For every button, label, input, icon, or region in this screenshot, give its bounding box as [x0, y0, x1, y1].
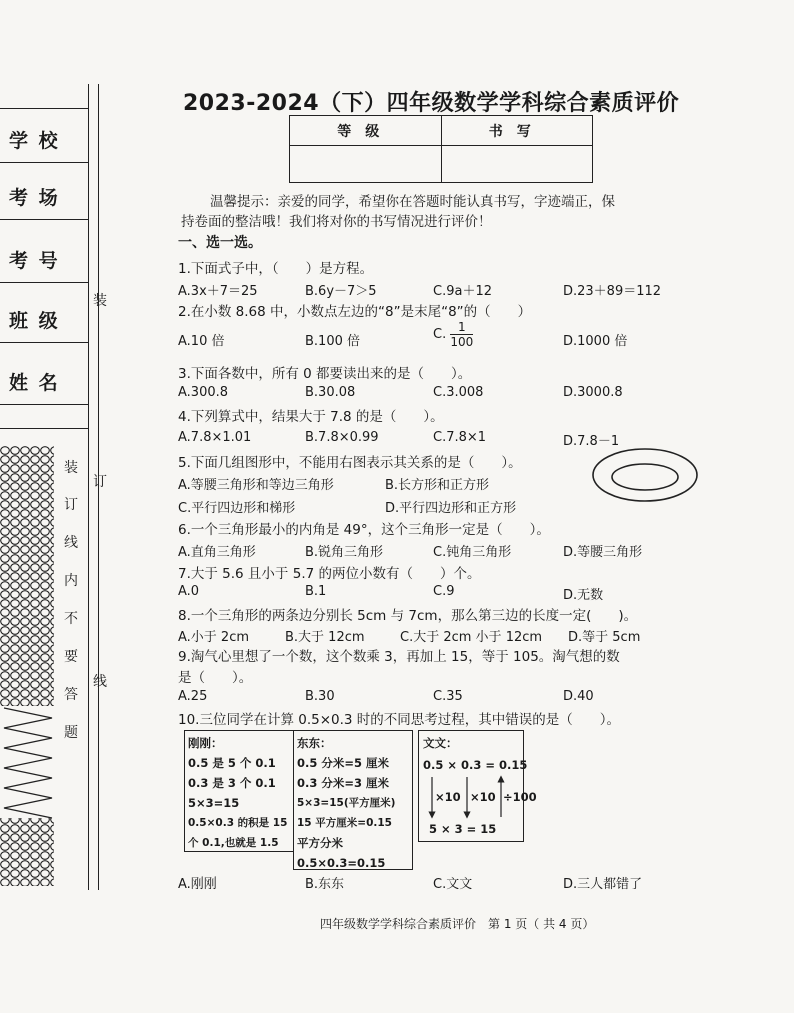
solution-box-gang	[184, 730, 294, 852]
option[interactable]: C.9a＋12	[433, 284, 492, 299]
box-line: 刚刚：	[188, 736, 223, 750]
binding-char: 订	[93, 474, 107, 490]
option[interactable]: D.23＋89＝112	[563, 284, 662, 299]
writing-cell[interactable]	[441, 146, 593, 183]
option[interactable]: B.6y－7＞5	[305, 284, 377, 299]
binding-char: 不	[64, 611, 78, 627]
binding-line-left	[88, 84, 89, 890]
option[interactable]: B.1	[305, 584, 327, 599]
option[interactable]: A.刚刚	[178, 877, 217, 892]
option[interactable]: C.3.008	[433, 385, 484, 400]
box-line: 0.5 分米=5 厘米	[297, 756, 390, 770]
box-line: 5×3=15	[188, 796, 240, 810]
option[interactable]: D.40	[563, 689, 594, 704]
box-line: 5×3=15(平方厘米)	[297, 797, 396, 809]
option[interactable]: C.钝角三角形	[433, 545, 512, 560]
notice-line: 持卷面的整洁哦！我们将对你的书写情况进行评价！	[181, 214, 492, 230]
box-line: 东东：	[297, 736, 332, 750]
field-line	[0, 219, 88, 220]
box-line: 0.5 是 5 个 0.1	[188, 756, 276, 770]
option[interactable]: A.直角三角形	[178, 545, 256, 560]
question-text: 5.下面几组图形中，不能用右图表示其关系的是（ ）。	[178, 455, 522, 471]
binding-char: 线	[93, 674, 107, 690]
nested-ellipse-diagram	[590, 446, 700, 504]
solution-box-wen	[418, 730, 537, 842]
arrow-label: ×10	[470, 790, 496, 804]
binding-char: 要	[64, 649, 78, 665]
box-line: 15 平方厘米=0.15	[297, 817, 392, 829]
option[interactable]: B.7.8×0.99	[305, 430, 379, 445]
binding-char: 订	[64, 497, 78, 513]
option[interactable]: C.文文	[433, 877, 473, 892]
question-text: 6.一个三角形最小的内角是 49°，这个三角形一定是（ ）。	[178, 522, 550, 538]
option[interactable]: B.30	[305, 689, 335, 704]
question-text: 4.下列算式中，结果大于 7.8 的是（ ）。	[178, 409, 444, 425]
question-text: 7.大于 5.6 且小于 5.7 的两位小数有（ ）个。	[178, 566, 481, 582]
box-line: 平方分米	[297, 836, 343, 850]
arrow-label: ×10	[435, 790, 461, 804]
binding-decoration	[0, 446, 62, 886]
grade-table	[289, 115, 593, 183]
option[interactable]: A.小于 2cm	[178, 630, 250, 645]
option[interactable]: B.长方形和正方形	[385, 478, 490, 493]
field-line	[0, 108, 88, 109]
option[interactable]: B.大于 12cm	[285, 630, 365, 645]
option[interactable]: D.等于 5cm	[568, 630, 641, 645]
option[interactable]: A.300.8	[178, 385, 229, 400]
field-line	[0, 428, 88, 429]
field-line	[0, 162, 88, 163]
arrow-label: ÷100	[503, 790, 537, 804]
question-text: 2.在小数 8.68 中，小数点左边的“8”是末尾“8”的（ ）	[178, 304, 532, 320]
option[interactable]: A.25	[178, 689, 208, 704]
question-text: 是（ ）。	[178, 670, 253, 686]
option[interactable]: B.100 倍	[305, 334, 360, 349]
option[interactable]: A.3x＋7＝25	[178, 284, 258, 299]
option[interactable]: A.10 倍	[178, 334, 225, 349]
writing-header: 书写	[441, 116, 593, 146]
question-text: 9.淘气心里想了一个数，这个数乘 3，再加上 15，等于 105。淘气想的数	[178, 649, 620, 665]
solution-box-dong	[293, 730, 413, 870]
option[interactable]: D.无数	[563, 588, 604, 603]
option[interactable]: A.0	[178, 584, 200, 599]
box-equation: 0.5 × 0.3 = 0.15	[423, 758, 528, 772]
grade-header: 等级	[290, 116, 442, 146]
option[interactable]: B.30.08	[305, 385, 356, 400]
option[interactable]: A.7.8×1.01	[178, 430, 252, 445]
option-label: C.	[433, 327, 447, 342]
question-text: 10.三位同学在计算 0.5×0.3 时的不同思考过程，其中错误的是（ ）。	[178, 712, 621, 728]
question-text: 8.一个三角形的两条边分别长 5cm 与 7cm，那么第三边的长度一定( )。	[178, 608, 638, 624]
box-line: 0.3 是 3 个 0.1	[188, 776, 276, 790]
page-footer: 四年级数学学科综合素质评价 第 1 页（ 共 4 页）	[320, 917, 595, 931]
box-line: 0.5×0.3 的积是 15	[188, 817, 288, 829]
field-line	[0, 342, 88, 343]
option[interactable]: D.1000 倍	[563, 334, 628, 349]
option[interactable]: B.锐角三角形	[305, 545, 384, 560]
option[interactable]: B.东东	[305, 877, 345, 892]
binding-char: 答	[64, 687, 78, 703]
fraction: $\frac{1}{100}$	[450, 320, 474, 349]
option[interactable]: C.平行四边形和梯形	[178, 501, 296, 516]
option[interactable]: A.等腰三角形和等边三角形	[178, 478, 334, 493]
binding-char: 装	[64, 460, 78, 476]
option[interactable]: C.大于 2cm 小于 12cm	[400, 630, 543, 645]
option[interactable]: D.等腰三角形	[563, 545, 643, 560]
box-line: 0.3 分米=3 厘米	[297, 776, 390, 790]
option[interactable]	[433, 320, 473, 349]
option[interactable]: C.9	[433, 584, 455, 599]
option[interactable]: D.3000.8	[563, 385, 623, 400]
section-heading: 一、选一选。	[178, 235, 262, 251]
question-text: 3.下面各数中，所有 0 都要读出来的是（ ）。	[178, 366, 472, 382]
question-text: 1.下面式子中，（ ）是方程。	[178, 261, 374, 277]
box-label: 文文：	[423, 736, 458, 750]
binding-char: 装	[93, 293, 107, 309]
option[interactable]: C.7.8×1	[433, 430, 487, 445]
option[interactable]: D.平行四边形和正方形	[385, 501, 517, 516]
binding-char: 线	[64, 535, 78, 551]
notice-line: 温馨提示：亲爱的同学，希望你在答题时能认真书写，字迹端正，保	[210, 194, 615, 210]
box-line: 个 0.1,也就是 1.5	[188, 837, 279, 849]
page-title: 2023-2024（下）四年级数学学科综合素质评价	[183, 91, 680, 116]
box-line: 0.5×0.3=0.15	[297, 856, 386, 870]
grade-cell[interactable]	[290, 146, 442, 183]
field-line	[0, 282, 88, 283]
option[interactable]: D.三人都错了	[563, 877, 643, 892]
field-line	[0, 404, 88, 405]
binding-char: 题	[64, 725, 78, 741]
option[interactable]: C.35	[433, 689, 463, 704]
option[interactable]: D.7.8－1	[563, 434, 620, 449]
binding-char: 内	[64, 573, 78, 589]
box-equation: 5 × 3 = 15	[429, 822, 497, 836]
